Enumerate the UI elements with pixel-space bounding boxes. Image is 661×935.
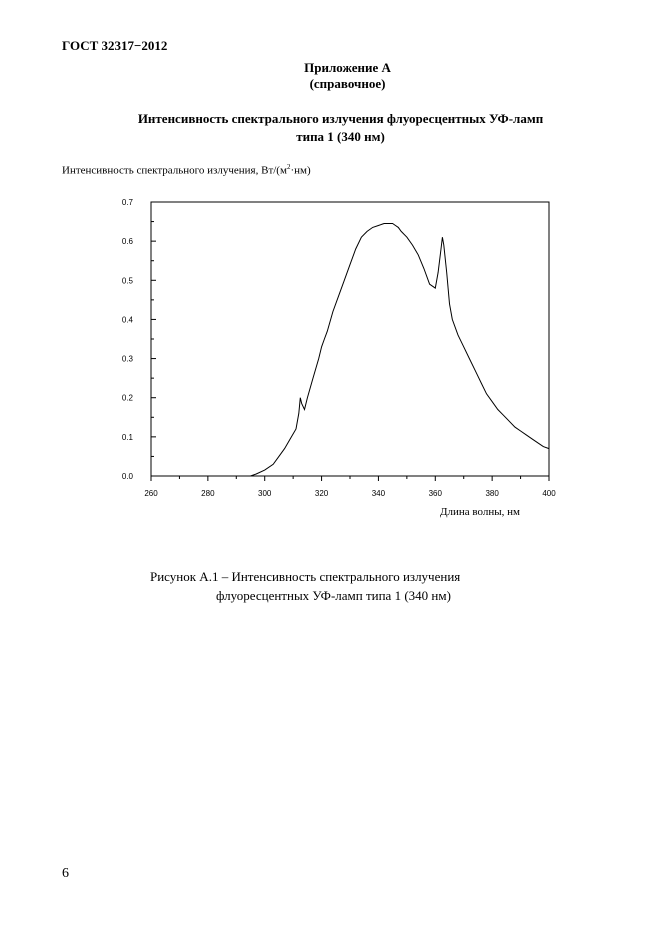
y-tick-label: 0.1 bbox=[121, 432, 133, 442]
appendix-note: (справочное) bbox=[309, 76, 386, 91]
section-title-line2: типа 1 (340 нм) bbox=[296, 129, 385, 144]
y-tick-label: 0.7 bbox=[121, 198, 133, 207]
y-axis-caption-suffix: ·нм) bbox=[290, 164, 311, 177]
appendix-title: Приложение А bbox=[304, 60, 391, 75]
x-tick-label: 300 bbox=[258, 489, 272, 498]
section-title-line1: Интенсивность спектрального излучения флуоресцентных УФ-ламп bbox=[137, 111, 544, 126]
y-tick-label: 0.2 bbox=[121, 393, 133, 403]
x-tick-label: 280 bbox=[201, 489, 215, 498]
x-tick-label: 400 bbox=[542, 489, 556, 498]
y-tick-label: 0.0 bbox=[121, 472, 133, 481]
spectrum-line bbox=[151, 224, 549, 477]
x-tick-label: 360 bbox=[428, 489, 442, 498]
y-axis-caption-sup: 2 bbox=[286, 163, 291, 171]
x-axis-caption: Длина волны, нм bbox=[440, 506, 520, 518]
figure-caption-line1: Рисунок А.1 – Интенсивность спектрального излучения bbox=[150, 569, 461, 584]
y-tick-label: 0.3 bbox=[121, 354, 133, 364]
x-tick-label: 380 bbox=[485, 489, 499, 498]
y-tick-label: 0.4 bbox=[121, 315, 133, 325]
x-tick-label: 320 bbox=[314, 489, 329, 498]
x-tick-label: 260 bbox=[144, 489, 158, 498]
x-tick-label: 340 bbox=[371, 489, 386, 498]
y-tick-label: 0.6 bbox=[121, 237, 133, 247]
y-axis-caption-prefix: Интенсивность спектрального излучения, Вт/(м bbox=[62, 164, 287, 177]
document-code: ГОСТ 32317−2012 bbox=[62, 38, 168, 53]
figure-caption-line2: флуоресцентных УФ-ламп типа 1 (340 нм) bbox=[216, 588, 451, 603]
plot-frame bbox=[151, 202, 549, 476]
page-number: 6 bbox=[62, 866, 69, 881]
y-tick-label: 0.5 bbox=[121, 276, 133, 286]
figure-caption bbox=[150, 567, 460, 605]
x-axis bbox=[144, 476, 556, 498]
